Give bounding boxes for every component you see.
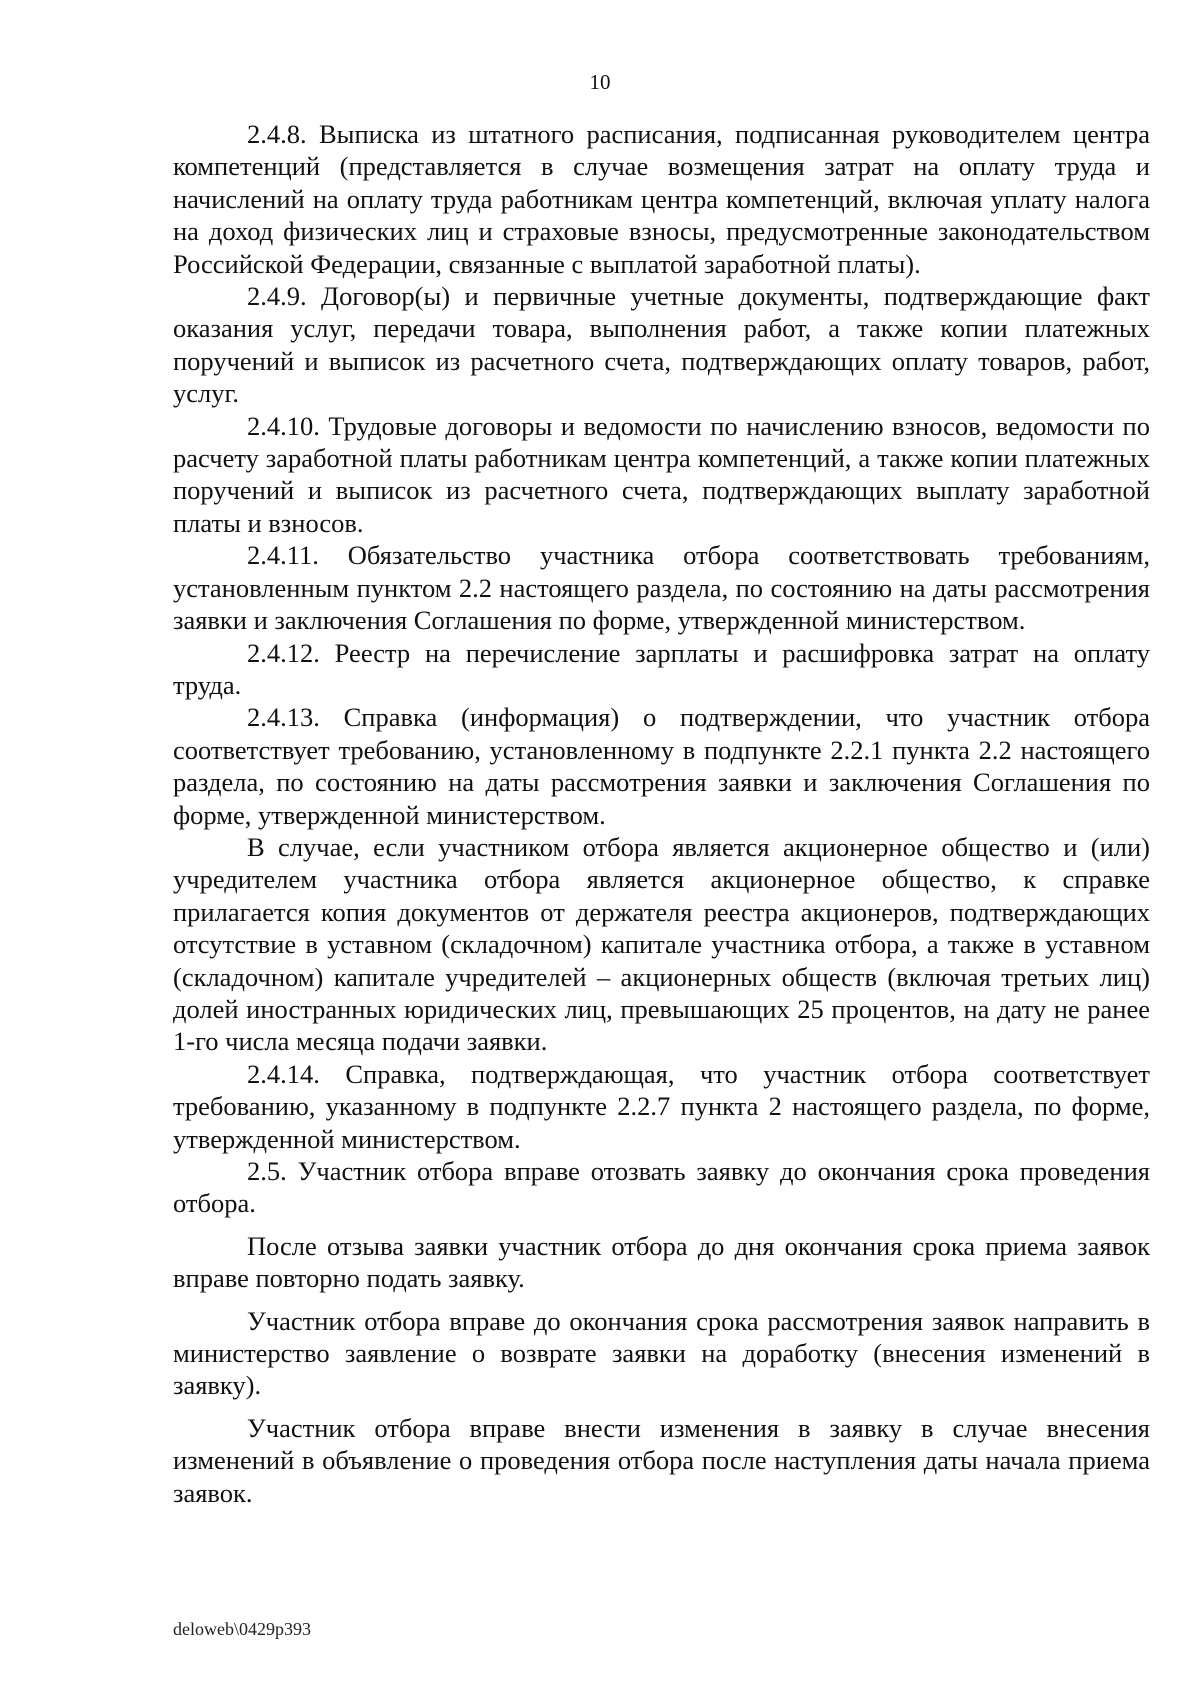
paragraph-after-withdrawal: После отзыва заявки участник отбора до дня окончания срока приема заявок вправе повторно подать заявку. (173, 1230, 1150, 1294)
paragraph-amendments: Участник отбора вправе внести изменения в заявку в случае внесения изменений в объявление о проведения отбора после наступления даты начала приема заявок. (173, 1412, 1150, 1508)
paragraph-2-4-8: 2.4.8. Выписка из штатного расписания, подписанная руководителем центра компетенций (представляется в случае возмещения затрат на оплату труда и начислений на оплату труда работникам центра компетенций, включая уплату налога на доход физических лиц и страховые взносы, предусмотренные законодательством Российской Федерации, связанные с выплатой заработной платы). (173, 119, 1150, 279)
paragraph-2-4-10: 2.4.10. Трудовые договоры и ведомости по начислению взносов, ведомости по расчету заработной платы работникам центра компетенций, а также копии платежных поручений и выписок из расчетного счета, подтверждающих выплату заработной платы и взносов. (173, 410, 1150, 538)
paragraph-2-5: 2.5. Участник отбора вправе отозвать заявку до окончания срока проведения отбора. (173, 1156, 1150, 1219)
paragraph-2-4-12: 2.4.12. Реестр на перечисление зарплаты и расшифровка затрат на оплату труда. (173, 637, 1150, 700)
page-number: 10 (589, 70, 611, 94)
paragraph-2-4-11: 2.4.11. Обязательство участника отбора соответствовать требованиям, установленным пунктом 2.2 настоящего раздела, по состоянию на даты рассмотрения заявки и заключения Соглашения по форме, утвержденной министерством. (173, 540, 1150, 636)
paragraph-2-4-9: 2.4.9. Договор(ы) и первичные учетные документы, подтверждающие факт оказания услуг, передачи товара, выполнения работ, а также копии платежных поручений и выписок из расчетного счета, подтверждающих оплату товаров, работ, услуг. (173, 281, 1150, 409)
paragraph-2-4-14: 2.4.14. Справка, подтверждающая, что участник отбора соответствует требованию, указанному в подпункте 2.2.7 пункта 2 настоящего раздела, по форме, утвержденной министерством. (173, 1058, 1150, 1154)
paragraph-return-for-revision: Участник отбора вправе до окончания срока рассмотрения заявок направить в министерство заявление о возврате заявки на доработку (внесения изменений в заявку). (173, 1305, 1150, 1401)
paragraph-joint-stock-note: В случае, если участником отбора является акционерное общество и (или) учредителем участника отбора является акционерное общество, к справке прилагается копия документов от держателя реестра акционеров, подтверждающих отсутствие в уставном (складочном) капитале участника отбора, а также в уставном (складочном) капитале учредителей – акционерных обществ (включая третьих лиц) долей иностранных юридических лиц, превышающих 25 процентов, на дату не ранее 1-го числа месяца подачи заявки. (173, 831, 1150, 1057)
footer-document-code: deloweb\0429p393 (173, 1619, 311, 1639)
paragraph-2-4-13: 2.4.13. Справка (информация) о подтверждении, что участник отбора соответствует требованию, установленному в подпункте 2.2.1 пункта 2.2 настоящего раздела, по состоянию на даты рассмотрения заявки и заключения Соглашения по форме, утвержденной министерством. (173, 702, 1150, 830)
document-body (173, 118, 1150, 1509)
